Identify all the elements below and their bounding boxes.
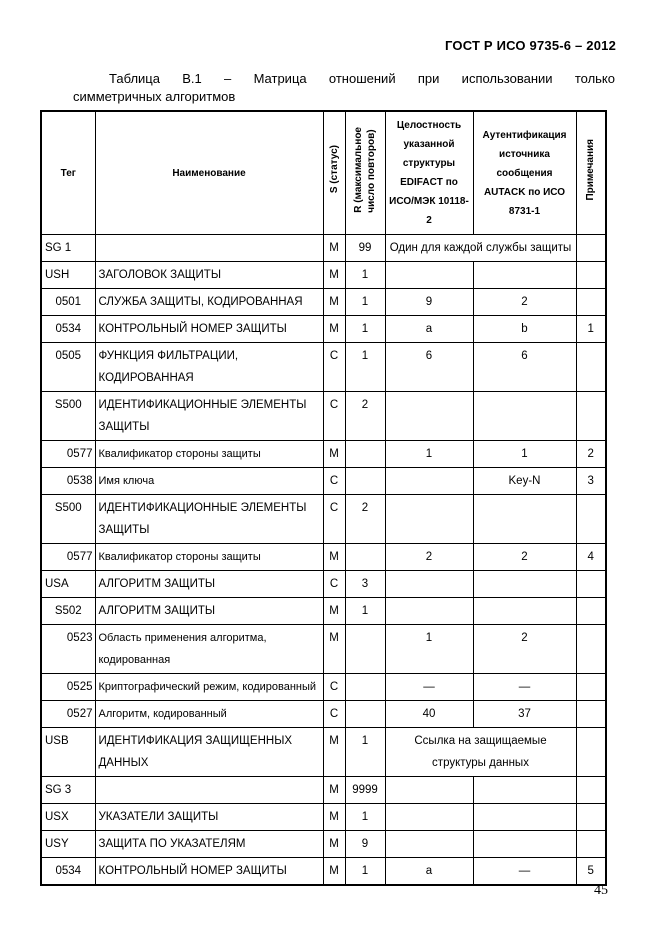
cell-name: КОНТРОЛЬНЫЙ НОМЕР ЗАЩИТЫ: [95, 316, 323, 343]
cell-auth: 6: [473, 343, 576, 392]
cell-name: АЛГОРИТМ ЗАЩИТЫ: [95, 571, 323, 598]
cell-notes: 5: [576, 858, 606, 886]
cell-repeat: 1: [345, 598, 385, 625]
table-header-row: [41, 111, 606, 235]
cell-notes: [576, 674, 606, 701]
cell-tag: 0501: [41, 289, 95, 316]
table-row: [41, 262, 606, 289]
header-notes-text: Примечания: [585, 138, 597, 201]
header-repeat: [345, 111, 385, 235]
cell-notes: 1: [576, 316, 606, 343]
cell-auth: [473, 804, 576, 831]
cell-integrity: [385, 804, 473, 831]
cell-status: M: [323, 316, 345, 343]
cell-integrity: 1: [385, 441, 473, 468]
cell-span-note: Ссылка на защищаемые структуры данных: [385, 728, 576, 777]
header-status: [323, 111, 345, 235]
cell-tag: 0577: [41, 441, 95, 468]
table-row: [41, 544, 606, 571]
cell-integrity: 1: [385, 625, 473, 674]
cell-repeat: [345, 701, 385, 728]
cell-repeat: [345, 625, 385, 674]
cell-auth: 37: [473, 701, 576, 728]
caption-line-2: симметричных алгоритмов: [73, 89, 236, 104]
cell-auth: —: [473, 858, 576, 886]
cell-notes: [576, 392, 606, 441]
cell-integrity: [385, 598, 473, 625]
cell-repeat: 3: [345, 571, 385, 598]
cell-name: ИДЕНТИФИКАЦИОННЫЕ ЭЛЕМЕНТЫ ЗАЩИТЫ: [95, 392, 323, 441]
cell-integrity: a: [385, 316, 473, 343]
cell-notes: [576, 571, 606, 598]
cell-tag: S502: [41, 598, 95, 625]
cell-status: M: [323, 831, 345, 858]
cell-notes: [576, 625, 606, 674]
cell-name: ИДЕНТИФИКАЦИЯ ЗАЩИЩЕННЫХ ДАННЫХ: [95, 728, 323, 777]
cell-name: Криптографический режим, кодированный: [95, 674, 323, 701]
cell-name: АЛГОРИТМ ЗАЩИТЫ: [95, 598, 323, 625]
cell-auth: [473, 495, 576, 544]
table-row: [41, 343, 606, 392]
cell-repeat: 1: [345, 728, 385, 777]
cell-notes: [576, 289, 606, 316]
cell-repeat: 1: [345, 343, 385, 392]
cell-tag: USB: [41, 728, 95, 777]
header-notes: [576, 111, 606, 235]
cell-integrity: 40: [385, 701, 473, 728]
cell-status: M: [323, 728, 345, 777]
cell-auth: 1: [473, 441, 576, 468]
caption-line-1: Таблица В.1 – Матрица отношений при использовании только: [109, 71, 615, 86]
cell-integrity: [385, 262, 473, 289]
cell-notes: [576, 235, 606, 262]
cell-auth: [473, 831, 576, 858]
cell-name: Квалификатор стороны защиты: [95, 441, 323, 468]
document-header: ГОСТ Р ИСО 9735-6 – 2012: [445, 38, 616, 53]
header-name: Наименование: [95, 111, 323, 235]
table-row: [41, 441, 606, 468]
cell-name: Область применения алгоритма, кодированная: [95, 625, 323, 674]
cell-integrity: 2: [385, 544, 473, 571]
table-row: [41, 831, 606, 858]
cell-status: M: [323, 598, 345, 625]
cell-name: Алгоритм, кодированный: [95, 701, 323, 728]
cell-integrity: [385, 571, 473, 598]
cell-name: КОНТРОЛЬНЫЙ НОМЕР ЗАЩИТЫ: [95, 858, 323, 886]
cell-integrity: [385, 468, 473, 495]
cell-repeat: 9999: [345, 777, 385, 804]
cell-tag: 0523: [41, 625, 95, 674]
cell-auth: [473, 777, 576, 804]
cell-integrity: 9: [385, 289, 473, 316]
cell-span-note: Один для каждой службы защиты: [385, 235, 576, 262]
cell-repeat: [345, 441, 385, 468]
cell-tag: 0527: [41, 701, 95, 728]
cell-tag: 0577: [41, 544, 95, 571]
table-row: [41, 674, 606, 701]
table-row: [41, 701, 606, 728]
cell-status: M: [323, 289, 345, 316]
cell-tag: USA: [41, 571, 95, 598]
cell-status: M: [323, 625, 345, 674]
cell-auth: [473, 262, 576, 289]
table-row: [41, 804, 606, 831]
table-row: [41, 392, 606, 441]
cell-repeat: 2: [345, 495, 385, 544]
cell-status: C: [323, 343, 345, 392]
table-row: [41, 598, 606, 625]
cell-status: M: [323, 262, 345, 289]
cell-integrity: [385, 831, 473, 858]
cell-notes: [576, 777, 606, 804]
cell-status: M: [323, 544, 345, 571]
cell-integrity: a: [385, 858, 473, 886]
cell-integrity: 6: [385, 343, 473, 392]
page-number: 45: [594, 883, 608, 898]
cell-tag: USH: [41, 262, 95, 289]
header-auth: Аутентификация источника сообщения AUTACK по ИСО 8731-1: [473, 111, 576, 235]
cell-name: [95, 235, 323, 262]
table-row: [41, 316, 606, 343]
relationship-matrix-table: [40, 110, 607, 886]
cell-repeat: 99: [345, 235, 385, 262]
cell-name: СЛУЖБА ЗАЩИТЫ, КОДИРОВАННАЯ: [95, 289, 323, 316]
table-row: [41, 728, 606, 777]
cell-repeat: 9: [345, 831, 385, 858]
cell-tag: USX: [41, 804, 95, 831]
cell-repeat: [345, 544, 385, 571]
cell-auth: Key-N: [473, 468, 576, 495]
cell-tag: 0505: [41, 343, 95, 392]
cell-tag: S500: [41, 495, 95, 544]
cell-tag: 0534: [41, 316, 95, 343]
cell-tag: 0525: [41, 674, 95, 701]
cell-auth: b: [473, 316, 576, 343]
table-row: [41, 858, 606, 886]
cell-auth: 2: [473, 289, 576, 316]
cell-notes: [576, 831, 606, 858]
cell-status: C: [323, 468, 345, 495]
cell-auth: [473, 392, 576, 441]
cell-tag: SG 1: [41, 235, 95, 262]
cell-tag: USY: [41, 831, 95, 858]
cell-tag: 0538: [41, 468, 95, 495]
cell-name: ЗАГОЛОВОК ЗАЩИТЫ: [95, 262, 323, 289]
cell-auth: [473, 598, 576, 625]
cell-notes: 3: [576, 468, 606, 495]
cell-repeat: 1: [345, 262, 385, 289]
cell-tag: 0534: [41, 858, 95, 886]
cell-notes: [576, 495, 606, 544]
cell-notes: 2: [576, 441, 606, 468]
cell-repeat: [345, 674, 385, 701]
cell-status: C: [323, 392, 345, 441]
cell-auth: 2: [473, 544, 576, 571]
cell-notes: 4: [576, 544, 606, 571]
cell-status: M: [323, 235, 345, 262]
table-row: [41, 468, 606, 495]
cell-notes: [576, 598, 606, 625]
header-tag: Тег: [41, 111, 95, 235]
cell-notes: [576, 701, 606, 728]
cell-repeat: 1: [345, 316, 385, 343]
cell-integrity: [385, 777, 473, 804]
cell-integrity: [385, 495, 473, 544]
cell-auth: 2: [473, 625, 576, 674]
table-caption: [73, 70, 615, 106]
cell-name: ФУНКЦИЯ ФИЛЬТРАЦИИ, КОДИРОВАННАЯ: [95, 343, 323, 392]
cell-name: [95, 777, 323, 804]
cell-name: Квалификатор стороны защиты: [95, 544, 323, 571]
cell-integrity: —: [385, 674, 473, 701]
cell-notes: [576, 262, 606, 289]
cell-tag: S500: [41, 392, 95, 441]
cell-repeat: 1: [345, 804, 385, 831]
cell-name: Имя ключа: [95, 468, 323, 495]
cell-auth: —: [473, 674, 576, 701]
cell-repeat: 1: [345, 858, 385, 886]
cell-name: ЗАЩИТА ПО УКАЗАТЕЛЯМ: [95, 831, 323, 858]
cell-name: УКАЗАТЕЛИ ЗАЩИТЫ: [95, 804, 323, 831]
cell-repeat: [345, 468, 385, 495]
cell-status: M: [323, 441, 345, 468]
header-repeat-text: R (максимальное число повторов): [353, 126, 377, 213]
cell-status: C: [323, 495, 345, 544]
cell-status: C: [323, 701, 345, 728]
table-row: [41, 289, 606, 316]
cell-status: C: [323, 674, 345, 701]
cell-name: ИДЕНТИФИКАЦИОННЫЕ ЭЛЕМЕНТЫ ЗАЩИТЫ: [95, 495, 323, 544]
cell-status: C: [323, 571, 345, 598]
cell-notes: [576, 728, 606, 777]
cell-notes: [576, 804, 606, 831]
cell-integrity: [385, 392, 473, 441]
table-row: [41, 571, 606, 598]
cell-tag: SG 3: [41, 777, 95, 804]
cell-status: M: [323, 804, 345, 831]
table-row: [41, 777, 606, 804]
header-integrity: Целостность указанной структуры EDIFACT по ИСО/МЭК 10118-2: [385, 111, 473, 235]
table-row: [41, 495, 606, 544]
cell-status: M: [323, 777, 345, 804]
table-row: [41, 625, 606, 674]
cell-notes: [576, 343, 606, 392]
header-status-text: S (статус): [328, 145, 340, 194]
cell-repeat: 1: [345, 289, 385, 316]
cell-auth: [473, 571, 576, 598]
table-row: [41, 235, 606, 262]
cell-repeat: 2: [345, 392, 385, 441]
cell-status: M: [323, 858, 345, 886]
